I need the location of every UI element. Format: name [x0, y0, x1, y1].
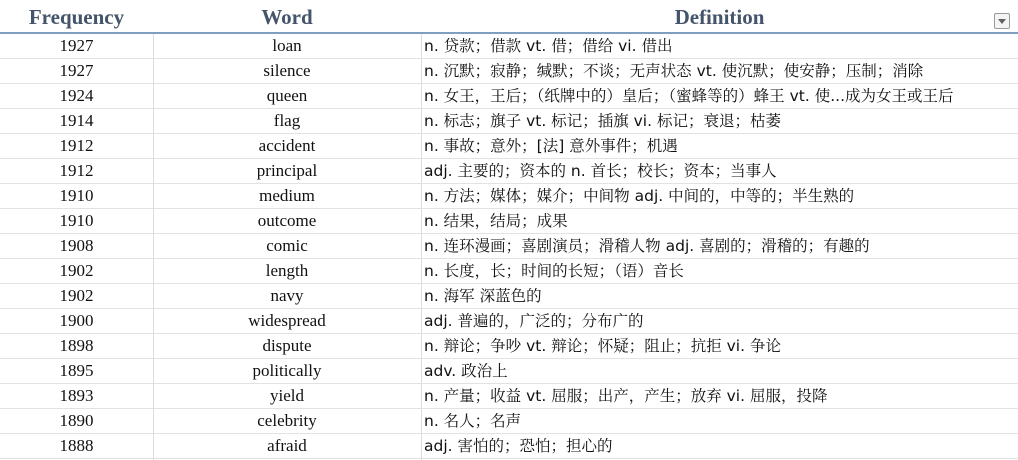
cell-definition[interactable]: n. 事故；意外；[法] 意外事件；机遇	[424, 137, 678, 155]
cell-frequency[interactable]: 1893	[59, 386, 94, 405]
table-body	[0, 34, 1018, 459]
table-row[interactable]	[0, 409, 1018, 434]
cell-definition[interactable]: n. 沉默；寂静；缄默；不谈；无声状态 vt. 使沉默；使安静；压制；消除	[424, 62, 924, 80]
table-row[interactable]	[0, 59, 1018, 84]
cell-word[interactable]: yield	[270, 386, 304, 405]
cell-word[interactable]: widespread	[248, 311, 326, 330]
dropdown-filter-icon[interactable]	[994, 13, 1010, 29]
cell-frequency[interactable]: 1908	[59, 236, 94, 255]
table-row[interactable]	[0, 84, 1018, 109]
table-row[interactable]	[0, 209, 1018, 234]
cell-definition[interactable]: n. 结果，结局；成果	[424, 212, 568, 230]
header-frequency[interactable]: Frequency	[28, 5, 125, 29]
cell-definition[interactable]: n. 贷款；借款 vt. 借；借给 vi. 借出	[424, 37, 673, 55]
cell-frequency[interactable]: 1902	[59, 286, 94, 305]
table-row[interactable]	[0, 259, 1018, 284]
cell-frequency[interactable]: 1924	[59, 86, 94, 105]
header-word[interactable]: Word	[261, 5, 313, 29]
table-row[interactable]	[0, 284, 1018, 309]
cell-frequency[interactable]: 1910	[59, 186, 94, 205]
cell-definition[interactable]: n. 连环漫画；喜剧演员；滑稽人物 adj. 喜剧的；滑稽的；有趣的	[424, 237, 870, 255]
table-row[interactable]	[0, 134, 1018, 159]
cell-definition[interactable]: adj. 普遍的，广泛的；分布广的	[424, 312, 644, 330]
cell-word[interactable]: accident	[258, 136, 316, 155]
cell-frequency[interactable]: 1890	[59, 411, 94, 430]
cell-word[interactable]: navy	[270, 286, 304, 305]
cell-word[interactable]: loan	[272, 36, 302, 55]
cell-word[interactable]: comic	[266, 236, 308, 255]
cell-word[interactable]: queen	[266, 86, 308, 105]
table-row[interactable]	[0, 334, 1018, 359]
cell-frequency[interactable]: 1895	[59, 361, 94, 380]
cell-word[interactable]: celebrity	[257, 411, 317, 430]
cell-word[interactable]: politically	[252, 361, 322, 380]
table-row[interactable]	[0, 384, 1018, 409]
cell-frequency[interactable]: 1888	[59, 436, 94, 455]
cell-frequency[interactable]: 1914	[59, 111, 94, 130]
table-row[interactable]	[0, 359, 1018, 384]
cell-definition[interactable]: n. 标志；旗子 vt. 标记；插旗 vi. 标记；衰退；枯萎	[424, 112, 781, 130]
table-header-row	[0, 0, 1018, 34]
cell-definition[interactable]: n. 海军 深蓝色的	[424, 287, 542, 305]
cell-word[interactable]: outcome	[257, 211, 317, 230]
cell-word[interactable]: silence	[263, 61, 311, 80]
cell-definition[interactable]: n. 产量；收益 vt. 屈服；出产，产生；放弃 vi. 屈服，投降	[424, 387, 828, 405]
table-row[interactable]	[0, 109, 1018, 134]
cell-definition[interactable]: adv. 政治上	[424, 362, 508, 380]
table-row[interactable]	[0, 184, 1018, 209]
cell-word[interactable]: principal	[256, 161, 318, 180]
table-row[interactable]	[0, 159, 1018, 184]
cell-frequency[interactable]: 1912	[59, 136, 94, 155]
table-row[interactable]	[0, 309, 1018, 334]
cell-frequency[interactable]: 1902	[59, 261, 94, 280]
table-row[interactable]	[0, 434, 1018, 459]
cell-word[interactable]: afraid	[267, 436, 307, 455]
cell-frequency[interactable]: 1898	[59, 336, 94, 355]
table-row[interactable]	[0, 34, 1018, 59]
cell-word[interactable]: length	[265, 261, 309, 280]
cell-definition[interactable]: n. 方法；媒体；媒介；中间物 adj. 中间的，中等的；半生熟的	[424, 187, 855, 205]
cell-frequency[interactable]: 1927	[59, 36, 94, 55]
cell-definition[interactable]: adj. 害怕的；恐怕；担心的	[424, 437, 613, 455]
cell-definition[interactable]: n. 名人；名声	[424, 412, 522, 430]
cell-definition[interactable]: adj. 主要的；资本的 n. 首长；校长；资本；当事人	[424, 162, 777, 180]
cell-frequency[interactable]: 1927	[59, 61, 94, 80]
cell-frequency[interactable]: 1912	[59, 161, 94, 180]
cell-definition[interactable]: n. 辩论；争吵 vt. 辩论；怀疑；阻止；抗拒 vi. 争论	[424, 337, 781, 355]
cell-word[interactable]: flag	[273, 111, 301, 130]
header-definition[interactable]: Definition	[674, 5, 765, 29]
cell-word[interactable]: dispute	[262, 336, 312, 355]
cell-frequency[interactable]: 1900	[59, 311, 94, 330]
cell-frequency[interactable]: 1910	[59, 211, 94, 230]
cell-word[interactable]: medium	[259, 186, 315, 205]
table-row[interactable]	[0, 234, 1018, 259]
cell-definition[interactable]: n. 女王，王后；（纸牌中的）皇后；（蜜蜂等的）蜂王 vt. 使...成为女王或王后	[424, 87, 954, 105]
cell-definition[interactable]: n. 长度，长；时间的长短；（语）音长	[424, 262, 684, 280]
